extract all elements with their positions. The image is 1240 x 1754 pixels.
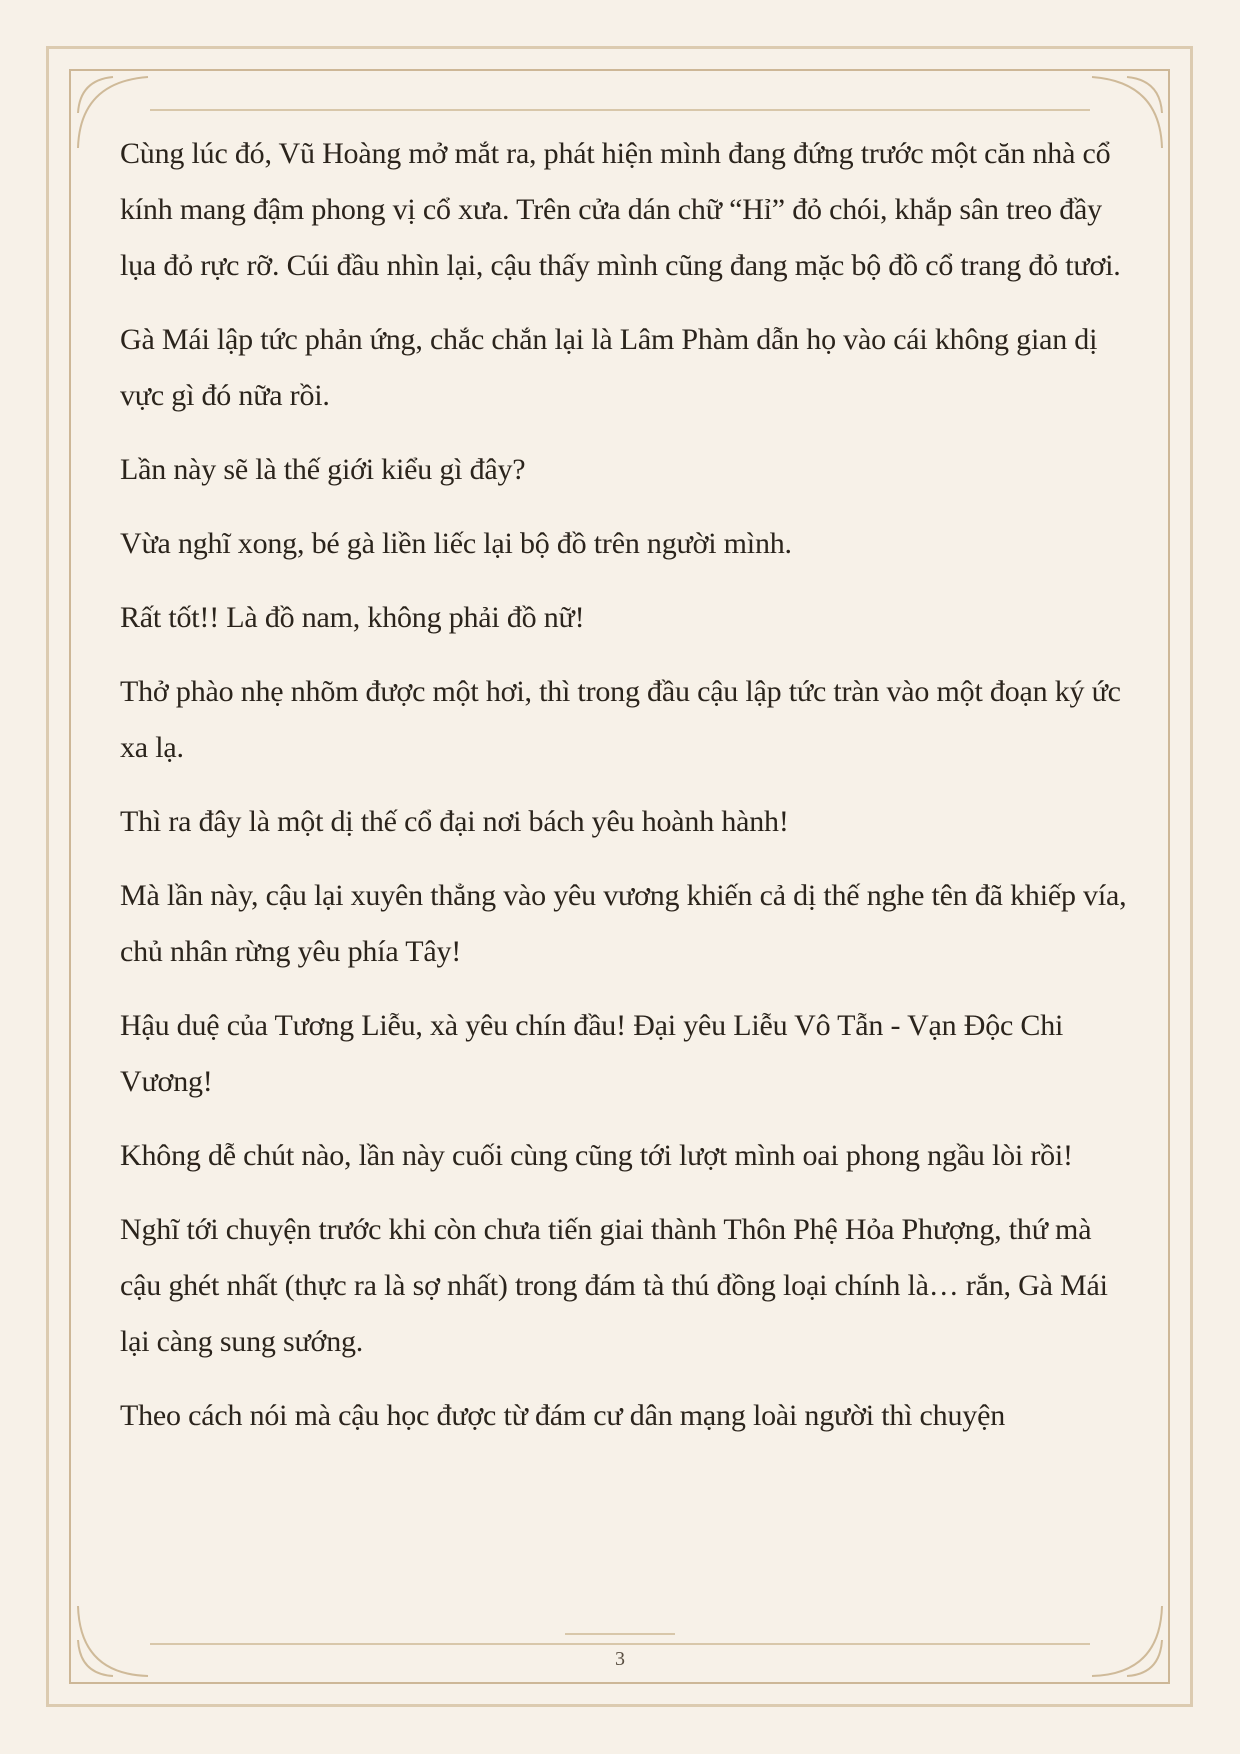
page-number-rule: [565, 1633, 675, 1635]
paragraph: Theo cách nói mà cậu học được từ đám cư dân mạng loài người thì chuyện: [120, 1399, 1005, 1432]
paragraph: Không dễ chút nào, lần này cuối cùng cũng tới lượt mình oai phong ngầu lòi rồi!: [120, 1139, 1073, 1172]
header-rule: [150, 109, 1090, 111]
paragraph: Vừa nghĩ xong, bé gà liền liếc lại bộ đồ trên người mình.: [120, 527, 792, 560]
paragraph: Thì ra đây là một dị thế cổ đại nơi bách yêu hoành hành!: [120, 805, 789, 838]
paragraph: Mà lần này, cậu lại xuyên thẳng vào yêu vương khiến cả dị thế nghe tên đã khiếp vía, chủ nhân rừng yêu phía Tây!: [120, 879, 1127, 968]
paragraph: Rất tốt!! Là đồ nam, không phải đồ nữ!: [120, 601, 585, 634]
paragraph: Nghĩ tới chuyện trước khi còn chưa tiến giai thành Thôn Phệ Hỏa Phượng, thứ mà cậu ghét nhất (thực ra là sợ nhất) trong đám tà thú đồng loại chính là… rắn, Gà Mái lại càng sung sướng.: [120, 1213, 1108, 1358]
paragraph: Lần này sẽ là thế giới kiểu gì đây?: [120, 453, 526, 486]
paragraph: Gà Mái lập tức phản ứng, chắc chắn lại là Lâm Phàm dẫn họ vào cái không gian dị vực gì đó nữa rồi.: [120, 323, 1098, 412]
paragraph: Cùng lúc đó, Vũ Hoàng mở mắt ra, phát hiện mình đang đứng trước một căn nhà cổ kính mang đậm phong vị cổ xưa. Trên cửa dán chữ “Hỉ” đỏ chói, khắp sân treo đầy lụa đỏ rực rỡ. Cúi đầu nhìn lại, cậu thấy mình cũng đang mặc bộ đồ cổ trang đỏ tươi.: [120, 137, 1121, 282]
paragraph: Thở phào nhẹ nhõm được một hơi, thì trong đầu cậu lập tức tràn vào một đoạn ký ức xa lạ.: [120, 675, 1121, 764]
paragraph: Hậu duệ của Tương Liễu, xà yêu chín đầu! Đại yêu Liễu Vô Tẫn - Vạn Độc Chi Vương!: [120, 1009, 1064, 1098]
footer-rule: [150, 1643, 1090, 1645]
page-number: 3: [615, 1648, 625, 1670]
chapter-body: [120, 126, 1130, 1462]
